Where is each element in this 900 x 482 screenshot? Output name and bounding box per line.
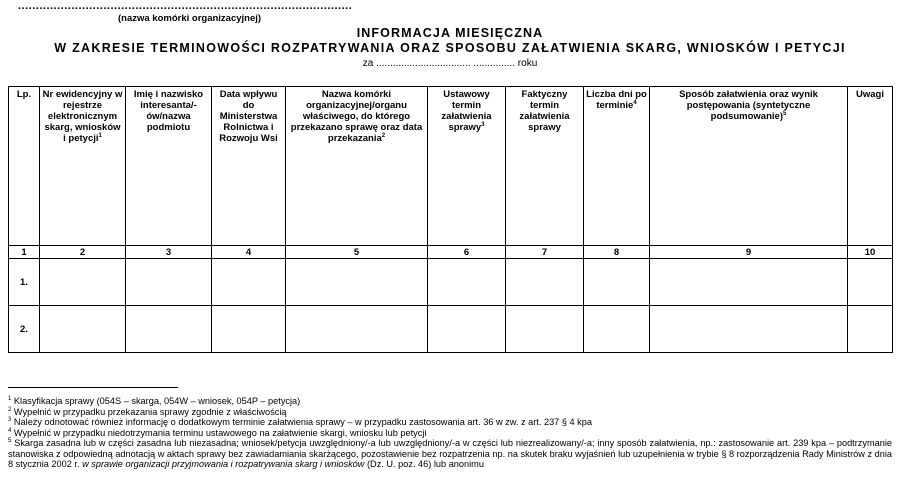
- table-cell[interactable]: [126, 259, 212, 306]
- period-suffix: roku: [517, 58, 538, 69]
- col-header-lp: Lp.: [9, 87, 40, 246]
- report-table: [8, 86, 893, 353]
- table-cell[interactable]: [650, 306, 848, 353]
- col-header-outcome: Sposób załatwienia oraz wynik postępowania (syntetyczne podsumowanie)$^5$: [650, 87, 848, 246]
- row-number: 1.: [9, 259, 40, 306]
- table-cell[interactable]: [40, 259, 126, 306]
- footnote-4: $^4$ Wypełnić w przypadku niedotrzymania terminu ustawowego na załatwienie skargi, wniosku lub petycji: [8, 427, 427, 438]
- col-number: 9: [650, 246, 848, 259]
- col-number: 2: [40, 246, 126, 259]
- footnote-2: $^2$ Wypełnić w przypadku przekazania sprawy zgodnie z właściwością: [8, 406, 287, 417]
- col-number: 1: [9, 246, 40, 259]
- col-header-remarks: Uwagi: [848, 87, 893, 246]
- period-prefix: za: [362, 58, 374, 69]
- footnote-5: $^5$ Skarga zasadna lub w części zasadna lub niezasadna; wniosek/petycja uwzględniony/-a lub uwzględniony/-a w części lub niezrealizowany/-a; inny sposób załatwienia, np.: zastosowanie art. 239 kpa – podtrzymanie stanowiska z odpowiedną adnotacją w aktach sprawy bez zawiadamiania skarżącego, pozostawienie bez rozpatrzenia np. na skutek braku wyjaśnień lub uzupełnienia w trybie § 8 rozporządzenia Rady Ministrów z dnia 8 stycznia 2002 r. w sprawie organizacji przyjmowania i rozpatrywania skarg i wniosków (Dz. U. poz. 46) lub anonimu: [8, 437, 892, 469]
- col-header-registry-no: Nr ewidencyjny w rejestrze elektronicznym skarg, wniosków i petycji$^1$: [40, 87, 126, 246]
- table-cell[interactable]: [428, 259, 506, 306]
- col-header-forwarded-to: Nazwa komórki organizacyjnej/organu właściwego, do którego przekazano sprawę oraz data przekazania$^2$: [286, 87, 428, 246]
- footnote-1: $^1$ Klasyfikacja sprawy (054S – skarga, 054W – wniosek, 054P – petycja): [8, 395, 301, 406]
- col-header-days-late: Liczba dni po terminie$^4$: [584, 87, 650, 246]
- col-number: 8: [584, 246, 650, 259]
- table-cell[interactable]: [506, 306, 584, 353]
- col-header-statutory-term: Ustawowy termin załatwienia sprawy$^3$: [428, 87, 506, 246]
- table-row: [9, 306, 893, 353]
- col-header-name: Imię i nazwisko interesanta/-ów/nazwa podmiotu: [126, 87, 212, 246]
- table-cell[interactable]: [212, 259, 286, 306]
- table-cell[interactable]: [40, 306, 126, 353]
- period-dots: .................................. ...............: [376, 58, 518, 69]
- col-header-actual-term: Faktyczny termin załatwienia sprawy: [506, 87, 584, 246]
- table-cell[interactable]: [428, 306, 506, 353]
- col-number: 5: [286, 246, 428, 259]
- table-cell[interactable]: [584, 306, 650, 353]
- footnotes: [8, 396, 892, 470]
- col-number: 10: [848, 246, 893, 259]
- table-cell[interactable]: [584, 259, 650, 306]
- title-line-2: W ZAKRESIE TERMINOWOŚCI ROZPATRYWANIA ORAZ SPOSOBU ZAŁATWIENIA SKARG, WNIOSKÓW I PETYCJI: [54, 41, 846, 55]
- table-cell[interactable]: [212, 306, 286, 353]
- period-line: [0, 58, 900, 69]
- title-line-1: INFORMACJA MIESIĘCZNA: [356, 26, 544, 40]
- table-row: [9, 259, 893, 306]
- col-number: 6: [428, 246, 506, 259]
- table-cell[interactable]: [126, 306, 212, 353]
- footnote-separator: [8, 387, 178, 388]
- col-number: 7: [506, 246, 584, 259]
- unit-name-dots: ..............................................................................................: [18, 0, 353, 12]
- table-cell[interactable]: [506, 259, 584, 306]
- table-cell[interactable]: [286, 306, 428, 353]
- table-cell[interactable]: [286, 259, 428, 306]
- footnote-3: $^3$ Należy odnotować również informację o dodatkowym terminie załatwienia sprawy – w przypadku zastosowania art. 36 w zw. z art. 237 § 4 kpa: [8, 416, 592, 427]
- col-header-receipt-date: Data wpływu do Ministerstwa Rolnictwa i Rozwoju Wsi: [212, 87, 286, 246]
- table-cell[interactable]: [848, 259, 893, 306]
- table-cell[interactable]: [848, 306, 893, 353]
- row-number: 2.: [9, 306, 40, 353]
- unit-name-label: (nazwa komórki organizacyjnej): [118, 13, 262, 24]
- table-cell[interactable]: [650, 259, 848, 306]
- col-number: 4: [212, 246, 286, 259]
- column-number-row: [9, 246, 893, 259]
- col-number: 3: [126, 246, 212, 259]
- header-row: [9, 87, 893, 246]
